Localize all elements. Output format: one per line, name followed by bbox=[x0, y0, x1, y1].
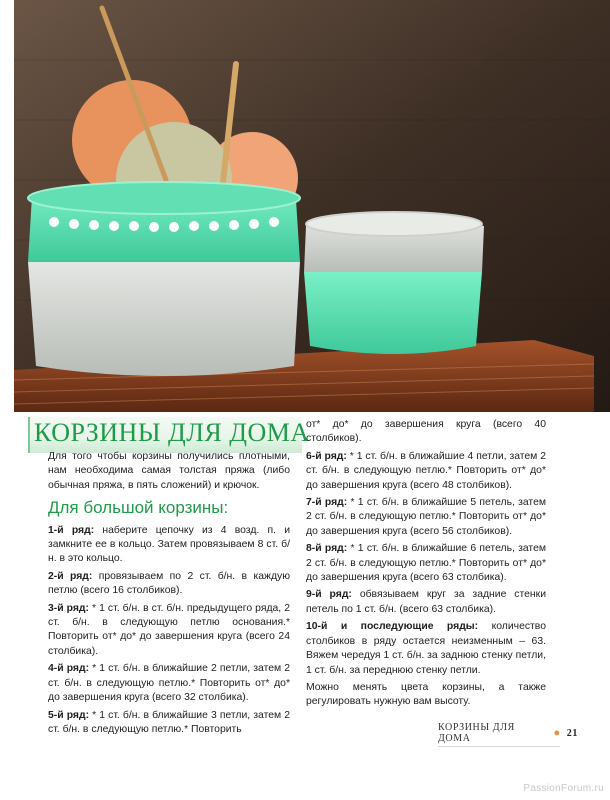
row-text: * 1 ст. б/н. в ст. б/н. предыдущего ряда, 2 ст. б/н. в следующую петлю основания.* Повторить от* до* до завершения круга (всего 24 столбика). bbox=[48, 602, 290, 657]
row-text: провязываем по 2 ст. б/н. в каждую петлю (всего 16 столбиков). bbox=[48, 570, 290, 597]
large-basket bbox=[28, 182, 300, 376]
row-instruction bbox=[48, 524, 290, 567]
row-text: * 1 ст. б/н. в ближайшие 3 петли, затем 2 ст. б/н. в следующую петлю.* Повторить bbox=[48, 709, 290, 735]
site-watermark: PassionForum.ru bbox=[523, 783, 604, 794]
hero-photo-illustration bbox=[14, 0, 610, 412]
row-instruction bbox=[48, 662, 290, 705]
footer-section-title: КОРЗИНЫ ДЛЯ ДОМА bbox=[438, 722, 515, 744]
row-instruction bbox=[306, 620, 546, 678]
continuation-text: от* до* до завершения круга (всего 40 столбиков). bbox=[306, 419, 546, 445]
row-instruction bbox=[306, 450, 546, 493]
page-number: 21 bbox=[566, 727, 578, 739]
row-label: 5-й ряд: bbox=[48, 709, 90, 721]
row-label: 7-й ряд: bbox=[306, 497, 348, 509]
row-label: 3-й ряд: bbox=[48, 602, 89, 614]
intro-paragraph: Для того чтобы корзины получились плотными, нам необходима самая толстая пряжа (либо обычная пряжа, в пять сложений) и крючок. bbox=[48, 451, 290, 491]
footer-divider bbox=[438, 746, 560, 747]
row-instruction bbox=[48, 602, 290, 660]
closing-paragraph: Можно менять цвета корзины, а также регулировать нужную вам высоту. bbox=[306, 681, 546, 708]
row-instruction bbox=[48, 570, 290, 599]
row-text: * 1 ст. б/н. в ближайшие 4 петли, затем 2 ст. б/н. в следующую петлю.* Повторить от* до* до завершения круга (всего 48 столбиков). bbox=[306, 450, 547, 491]
row-text: наберите цепочку из 4 возд. п. и замкните ее в кольцо. Затем провязываем 8 ст. б/н. в это кольцо. bbox=[48, 524, 291, 565]
row-text: количество столбиков в ряду остается неизменным – 63. Вяжем чередуя 1 ст. б/н. за заднюю стенку петли, 1 ст. б/н. за переднюю стенку петли. bbox=[306, 621, 546, 676]
row-instruction bbox=[306, 588, 546, 617]
row-label: 1-й ряд: bbox=[48, 524, 95, 536]
row-label: 4-й ряд: bbox=[48, 663, 90, 675]
row-label: 10-й и последующие ряды: bbox=[306, 621, 479, 633]
row-instruction bbox=[306, 542, 546, 585]
row-label: 9-й ряд: bbox=[306, 589, 352, 601]
row-label: 8-й ряд: bbox=[306, 543, 348, 555]
left-column bbox=[48, 450, 290, 740]
row-label: 2-й ряд: bbox=[48, 570, 93, 582]
row-text: обвязываем круг за задние стенки петель по 1 ст. б/н. (всего 63 столбика). bbox=[306, 589, 546, 615]
hero-photo bbox=[14, 0, 610, 412]
page-footer bbox=[438, 724, 578, 742]
row-instruction bbox=[48, 709, 290, 738]
row-label: 6-й ряд: bbox=[306, 450, 347, 462]
right-column bbox=[306, 418, 546, 713]
row-text: * 1 ст. б/н. в ближайшие 2 петли, затем 2 ст. б/н. в следующую петлю.* Повторить от* до* до завершения круга (всего 32 столбика). bbox=[48, 663, 290, 704]
row-instruction bbox=[306, 496, 546, 539]
page-title: КОРЗИНЫ ДЛЯ ДОМА bbox=[34, 418, 310, 447]
small-basket bbox=[304, 212, 484, 354]
row-text: * 1 ст. б/н. в ближайшие 6 петель, затем 2 ст. б/н. в следующую петлю.* Повторить от* до* до завершения круга (всего 63 столбика). bbox=[306, 543, 547, 584]
bullet-icon: ● bbox=[553, 727, 561, 739]
row-text: * 1 ст. б/н. в ближайшие 5 петель, затем 2 ст. б/н. в следующую петлю.* Повторить от* до* до завершения круга (всего 56 столбиков). bbox=[306, 497, 547, 537]
section-subheading: Для большой корзины: bbox=[48, 498, 229, 518]
